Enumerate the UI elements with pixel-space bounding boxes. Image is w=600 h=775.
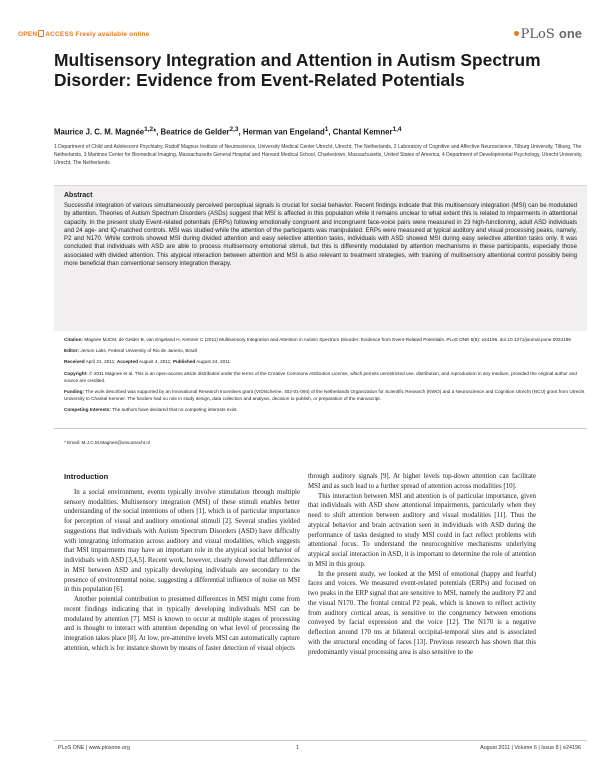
open-access-label: OPEN	[18, 31, 38, 38]
body-paragraph: In the present study, we looked at the MSI of emotional (happy and fearful) faces and voices. We measured event-related potentials (ERPs) and focused on two peaks in the ERP signal that are sensitive to MSI, namely the auditory P2 and the visual N170. The frontal central P2 peak, which is known to reflect activity from auditory cortical areas, is sensitive to the congruency between emotions conveyed by facial expression and the voice [12]. The N170 is a negative deflection around 170 ms at bilateral occipital-temporal sites and is associated with the structural encoding of faces [13]. Previous research has shown that this predominantly visual processing area is also sensitive to the	[308, 570, 536, 656]
abstract-box	[54, 185, 587, 331]
logo-one: one	[558, 26, 582, 41]
accepted-label: Accepted	[116, 359, 138, 365]
affiliations: 1 Department of Child and Adolescent Psychiatry, Rudolf Magnus Institute of Neuroscience, University Medical Center Utrecht, Utrecht, The Netherlands, 2 Laboratory of Cognitive and Affective Neuroscience, Tilburg University, Tilburg, The Netherlands, 3 Martinos Center for Biomedical Imaging, Massachusetts General Hospital and Harvard Medical School, Charlestown, Massachusetts, United States of America, 4 Department of Developmental Psychology, Utrecht University, Utrecht, The Netherlands	[54, 144, 583, 166]
abstract-text: Successful integration of various simultaneously perceived perceptual signals is crucial for social behavior. Recent findings indicate that this multisensory integration (MSI) can be modulated by attention. Theories of Autism Spectrum Disorders (ASDs) suggest that MSI is affected in this population while it remains unclear to what extent this is related to impairments in attentional capacity. In the present study Event-related potentials (ERPs) following emotionally congruent and incongruent face-voice pairs were measured in 23 high-functioning, adult ASD individuals and 24 age- and IQ-matched controls. MSI was studied while the attention of the participants was manipulated. ERPs were measured at typical auditory and visual processing peaks, namely, P2 and N170. While controls showed MSI during divided attention and easy selective attention tasks, individuals with ASD showed MSI during easy selective attention tasks only. It was concluded that individuals with ASD are able to process multisensory emotional stimuli, but this is differently modulated by attention mechanisms in these participants, especially those associated with divided attention. This atypical interaction between attention and MSI is also relevant to treatment strategies, with training of multisensory attentional control possibly being more beneficial than conventional sensory integration therapy.	[64, 202, 577, 268]
page-footer	[54, 740, 587, 751]
editor-text: Jerson Laks, Federal University of Rio de Janeiro, Brazil	[80, 348, 198, 354]
citation-line	[64, 336, 586, 343]
corresponding-email[interactable]: * Email: M.J.C.M.Magnee@umcutrecht.nl	[64, 440, 151, 445]
body-column-left	[64, 472, 300, 654]
editor-line	[64, 347, 586, 354]
logo-dot-icon	[514, 31, 519, 36]
copyright-text: © 2011 Magnee et al. This is an open-access article distributed under the terms of the Creative Commons Attribution License, which permits unrestricted use, distribution, and reproduction in any medium, provided the original author and source are credited.	[64, 370, 577, 383]
copyright-line	[64, 370, 586, 384]
body-paragraph: through auditory signals [9]. At higher levels top-down attention can facilitate MSI and as such lead to a further spread of attention across modalities [10].	[308, 473, 536, 490]
author-list: Maurice J. C. M. Magnée$^{1,2}$*, Beatrice de Gelder$^{2,3}$, Herman van Engeland$^1$, Chantal Kemner$^{1,4}$	[54, 126, 402, 137]
accepted-date: August 4, 2011;	[139, 359, 172, 365]
metadata-divider	[54, 428, 587, 429]
open-lock-icon	[38, 30, 44, 37]
section-heading-introduction: Introduction	[64, 472, 109, 481]
open-access-label-rest: ACCESS Freely available online	[45, 31, 150, 38]
dates-line	[64, 358, 586, 365]
competing-label: Competing Interests:	[64, 407, 111, 413]
body-paragraph: Another potential contribution to presumed differences in MSI might come from recent findings indicating that in typically developing individuals MSI can be modulated by attention [7]. MSI is known to occur at multiple stages of processing and is thought to interact with attention depending on what level of processing the integration takes place [8]. At low, pre-attentive levels MSI can automatically capture attention, which is for instance shown by means of faster detection of visual objects	[64, 596, 300, 652]
article-metadata	[64, 336, 586, 418]
copyright-label: Copyright:	[64, 370, 88, 376]
abstract-heading: Abstract	[64, 192, 93, 199]
article-title: Multisensory Integration and Attention in Autism Spectrum Disorder: Evidence from Event-Related Potentials	[54, 50, 541, 90]
body-paragraph: This interaction between MSI and attention is of particular importance, given that individuals with ASD show attentional impairments, particularly when they need to shift attention between auditory and visual modalities [11]. Thus the atypical behavior and brain activation seen in individuals with ASD during the performance of tasks designed to study MSI could in fact reflect problems with attentional focus. To understand the neurocognitive mechanisms underlying atypical social interaction in ASD, it is important to determine the role of attention in MSI in this group.	[308, 492, 536, 568]
received-label: Received	[64, 359, 85, 365]
published-date: August 24, 2011	[196, 359, 231, 365]
competing-text: The authors have declared that no competing interests exist.	[112, 407, 238, 413]
open-access-banner	[18, 30, 150, 38]
citation-label: Citation:	[64, 337, 84, 342]
funding-text: The work described was supported by an Innovational Research Incentives grant (VIDIscheme, 402-01-094) of the Netherlands Organization for Scientific Research (NWO) and a Neuroscience and Cognition Utrecht (NCU) grant from Utrecht University to Chantal Kemner. The funders had no role in study design, data collection and analysis, decision to publish, or preparation of the manuscript.	[64, 389, 585, 402]
footer-journal[interactable]: PLoS ONE | www.plosone.org	[58, 745, 130, 751]
editor-label: Editor:	[64, 348, 80, 354]
competing-line	[64, 406, 586, 413]
footer-page-number: 1	[296, 745, 299, 751]
plos-one-logo	[514, 26, 582, 42]
body-paragraph: In a social environment, events typically involve stimulation through multiple sensory modalities. Multisensory integration (MSI) of these stimuli enables better understanding of the social intentions of others [1], which is of particular importance for perception of visual and auditory emotional stimuli [2]. Several studies yielded suggestions that individuals with Autism Spectrum Disorders (ASD) have difficulty with integrating information across auditory and visual modalities, which suggests that MSI impairments may have an important role in the atypical social behavior of individuals with ASD [3,4,5]. Recent work, however, clearly showed that differences in MSI between ASD and typically developing individuals are secondary to the presence of environmental noise, suggesting a differential influence of noise on MSI in this population [6].	[64, 488, 300, 594]
funding-label: Funding:	[64, 389, 85, 395]
published-label: Published	[172, 359, 196, 365]
logo-plos: PLoS	[520, 27, 555, 42]
citation-text: Magnée MJCM, de Gelder B, van Engeland H, Kemner C (2011) Multisensory Integration and Attention in Autism Spectrum Disorder: Evidence from Event-Related Potentials. PLoS ONE 6(8): e24196. doi:10.1371/journal.pone.0024196	[84, 337, 571, 342]
funding-line	[64, 388, 586, 402]
received-date: April 21, 2011;	[85, 359, 116, 365]
footer-issue: August 2011 | Volume 6 | Issue 8 | e24196	[480, 745, 581, 751]
journal-header	[18, 28, 582, 48]
body-column-right	[308, 472, 536, 657]
